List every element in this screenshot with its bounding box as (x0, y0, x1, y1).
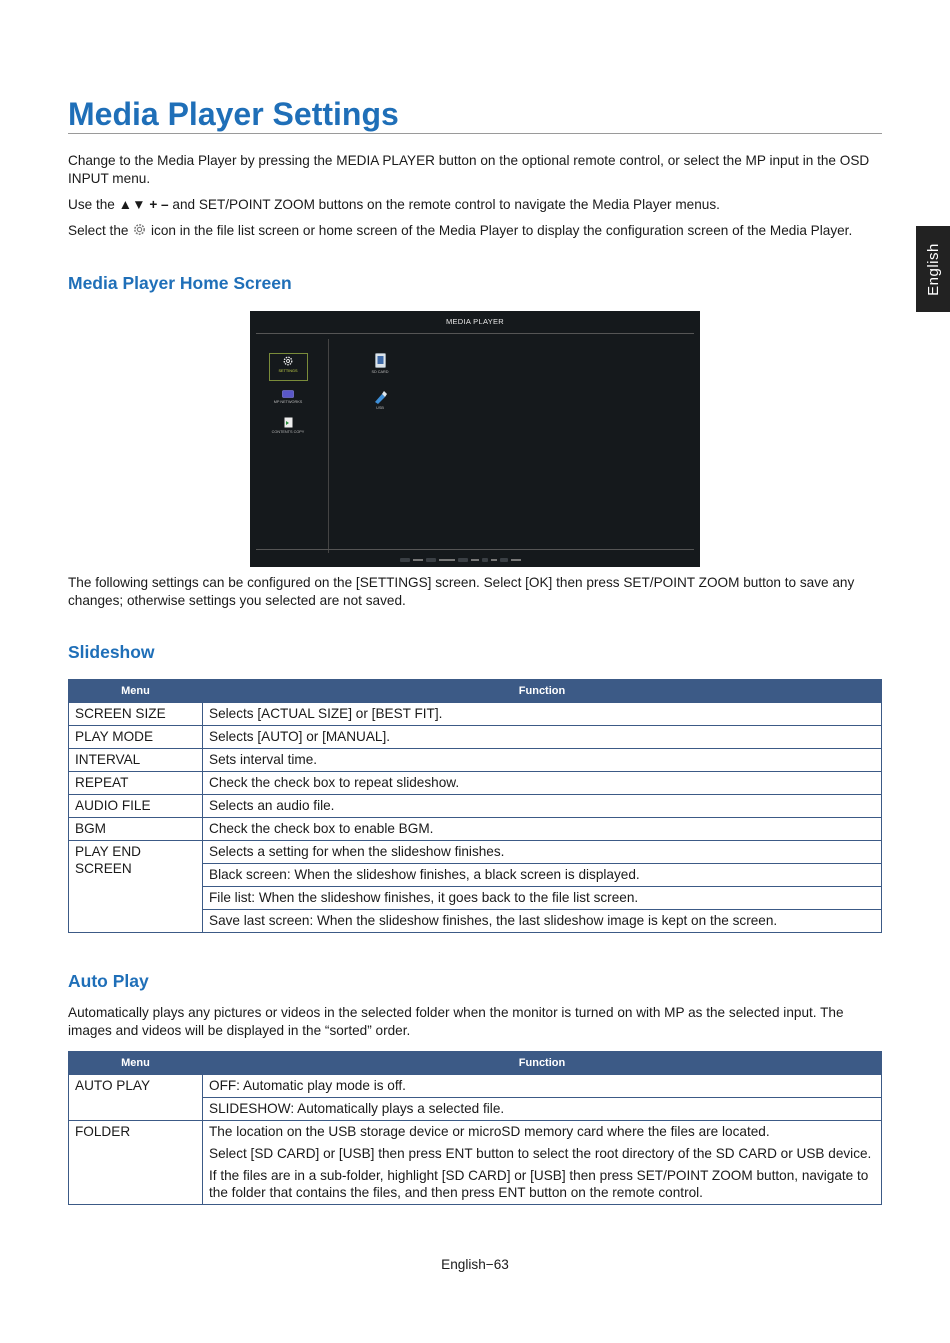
intro-p2-pre: Use the (68, 197, 115, 212)
folder-fn-line: Select [SD CARD] or [USB] then press ENT button to select the root directory of the SD CARD or USB device. (209, 1146, 872, 1161)
mp-screen-title: MEDIA PLAYER (445, 317, 505, 326)
menu-cell: REPEAT (69, 772, 203, 795)
function-cell: SLIDESHOW: Automatically plays a selected file. (203, 1098, 882, 1121)
intro-p3-pre: Select the (68, 223, 129, 238)
function-cell: Check the check box to repeat slideshow. (203, 772, 882, 795)
intro-p2-post: and SET/POINT ZOOM buttons on the remote control to navigate the Media Player menus. (172, 197, 720, 212)
folder-fn-line: If the files are in a sub-folder, highlight [SD CARD] or [USB] then press SET/POINT ZOOM button, navigate to the folder that contains the files, and then press ENT button on the remote control. (209, 1168, 869, 1200)
mp-item-sd-card-label: SD CARD (371, 370, 389, 374)
mp-item-networks (263, 390, 313, 404)
mp-item-sd-card (355, 353, 405, 374)
intro-paragraph-1: Change to the Media Player by pressing the MEDIA PLAYER button on the optional remote control, or select the MP input in the OSD INPUT menu. (68, 153, 870, 186)
mp-item-usb (355, 390, 405, 410)
intro-p3-post: icon in the file list screen or home screen of the Media Player to display the configuration screen of the Media Player. (151, 223, 853, 238)
page-number: English−63 (441, 1257, 509, 1272)
autoplay-description: Automatically plays any pictures or videos in the selected folder when the monitor is turned on with MP as the selected input. The images and videos will be displayed in the “sorted” order. (68, 1005, 844, 1038)
usb-icon (372, 390, 388, 404)
menu-cell: SCREEN SIZE (69, 703, 203, 726)
mp-item-usb-label: USB (376, 406, 384, 410)
function-cell: Selects [ACTUAL SIZE] or [BEST FIT]. (203, 703, 882, 726)
function-cell: Save last screen: When the slideshow finishes, the last slideshow image is kept on the screen. (203, 910, 882, 933)
mp-item-copy-label: CONTENTS COPY (271, 430, 305, 434)
autoplay-col-function: Function (203, 1052, 882, 1075)
table-row (69, 703, 882, 726)
autoplay-col-menu: Menu (69, 1052, 203, 1075)
autoplay-table-header (69, 1052, 882, 1075)
table-row (69, 818, 882, 841)
menu-cell: INTERVAL (69, 749, 203, 772)
slideshow-table (68, 679, 882, 933)
mp-column-divider (328, 339, 329, 553)
slideshow-table-header (69, 680, 882, 703)
navigation-keys: ▲▼ + – (118, 197, 169, 212)
table-row (69, 772, 882, 795)
table-row (69, 1075, 882, 1098)
intro-paragraph-3 (68, 222, 882, 240)
mp-top-divider (256, 333, 694, 334)
table-row (69, 795, 882, 818)
mp-item-copy (263, 417, 313, 434)
menu-cell: BGM (69, 818, 203, 841)
function-cell: File list: When the slideshow finishes, it goes back to the file list screen. (203, 887, 882, 910)
slideshow-heading: Slideshow (68, 642, 155, 662)
media-player-screenshot (250, 311, 700, 567)
page-title: Media Player Settings (68, 96, 399, 132)
function-cell: Selects an audio file. (203, 795, 882, 818)
title-rule (68, 133, 882, 134)
network-icon (282, 390, 294, 398)
intro-paragraph-2 (68, 196, 882, 214)
menu-cell: AUDIO FILE (69, 795, 203, 818)
language-tab (916, 226, 950, 312)
settings-gear-icon (132, 222, 147, 237)
menu-cell: FOLDER (69, 1121, 203, 1205)
copy-icon (284, 417, 293, 428)
function-cell: Selects [AUTO] or [MANUAL]. (203, 726, 882, 749)
mp-item-settings-label: SETTINGS (278, 369, 298, 373)
table-row (69, 749, 882, 772)
autoplay-table (68, 1051, 882, 1205)
gear-icon (282, 355, 294, 367)
function-cell: Sets interval time. (203, 749, 882, 772)
function-cell: Selects a setting for when the slideshow finishes. (203, 841, 882, 864)
slideshow-col-function: Function (203, 680, 882, 703)
menu-cell: PLAY MODE (69, 726, 203, 749)
function-cell: Check the check box to enable BGM. (203, 818, 882, 841)
function-cell: OFF: Automatic play mode is off. (203, 1075, 882, 1098)
slideshow-col-menu: Menu (69, 680, 203, 703)
sd-card-icon (375, 353, 386, 368)
menu-cell: AUTO PLAY (69, 1075, 203, 1121)
function-cell: Black screen: When the slideshow finishes, a black screen is displayed. (203, 864, 882, 887)
mp-bottom-divider (256, 549, 694, 550)
menu-cell: PLAY END SCREEN (69, 841, 203, 933)
table-row (69, 726, 882, 749)
folder-fn-line: The location on the USB storage device or microSD memory card where the files are located. (209, 1124, 770, 1139)
mp-item-networks-label: MP NETWORKS (273, 400, 303, 404)
table-row (69, 1121, 882, 1205)
home-screen-heading: Media Player Home Screen (68, 273, 292, 293)
language-tab-label: English (924, 242, 942, 296)
autoplay-heading: Auto Play (68, 971, 149, 991)
mp-item-settings (263, 355, 313, 373)
mp-remote-key-guide (400, 557, 560, 563)
table-row (69, 841, 882, 864)
settings-note: The following settings can be configured on the [SETTINGS] screen. Select [OK] then press SET/POINT ZOOM button to save any changes; otherwise settings you selected are not saved. (68, 575, 855, 608)
function-cell (203, 1121, 882, 1205)
